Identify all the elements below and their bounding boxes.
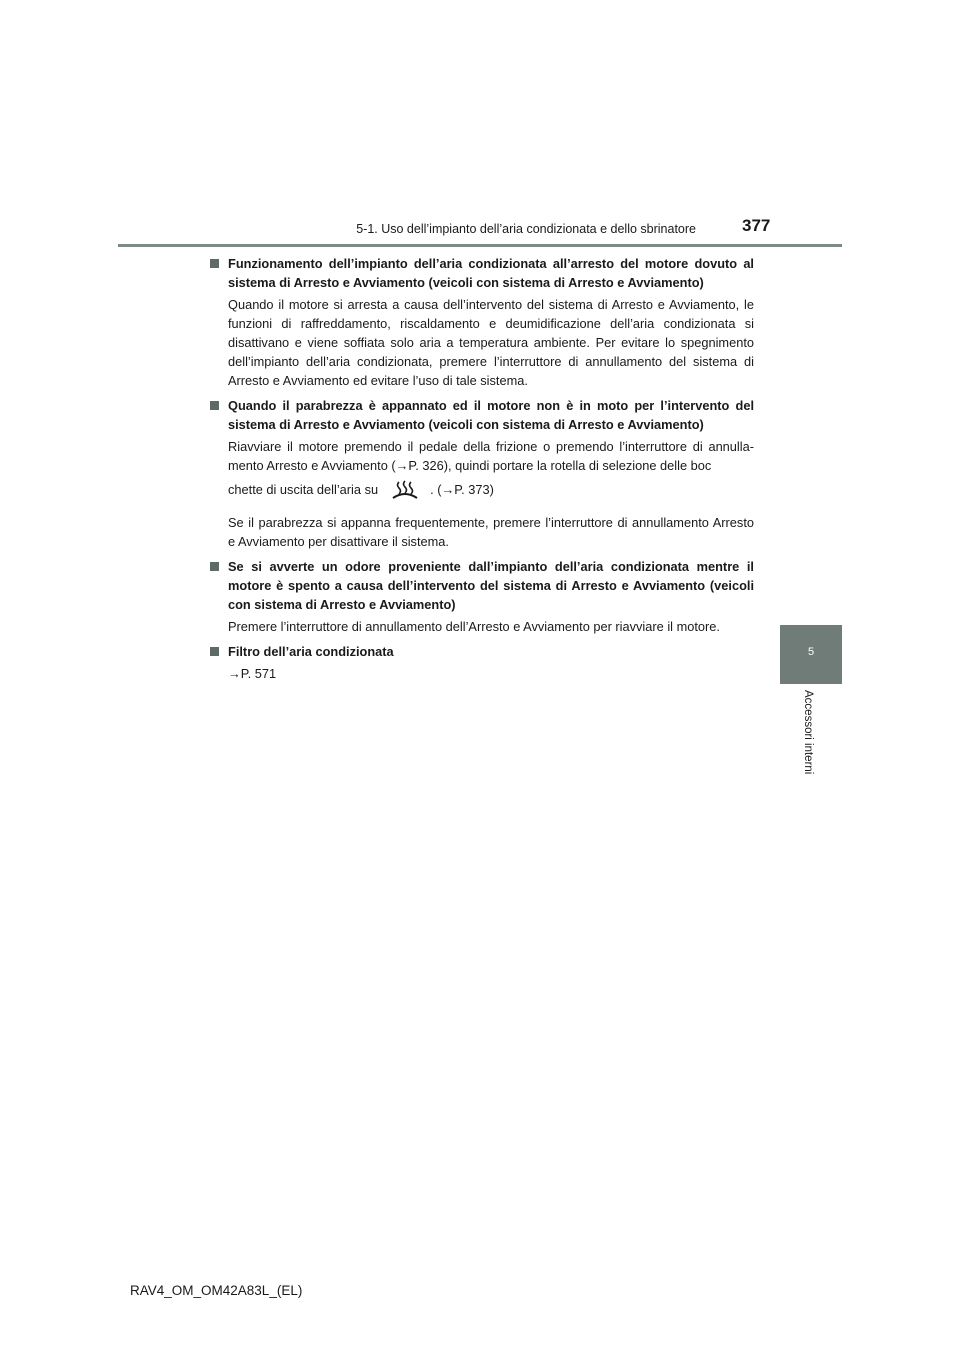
chapter-label-text: Accessori interni: [802, 690, 814, 775]
section-heading: [210, 642, 754, 661]
page-header: [0, 0, 960, 250]
page-number: 377: [742, 216, 771, 235]
defroster-instruction-line: [210, 475, 754, 505]
header-rule: [118, 244, 842, 247]
section-heading-text: Se si avverte un odore proveniente dall’impianto dell’aria condizionata mentre il motore è spento a causa dell’intervento del sistema di Arresto e Avviamento (veicoli con sistema di Arresto e Avviamento): [228, 559, 754, 612]
icon-line-before: chette di uscita dell’aria su: [228, 482, 379, 497]
section-ac-filter: [210, 642, 754, 683]
section-windshield-fogged: [210, 396, 754, 551]
section-paragraph: Se il parabrezza si appanna frequentemente, premere l’interruttore di annullamento Arresto e Avviamento per disattivare il sistema.: [228, 515, 754, 549]
square-bullet-icon: [210, 562, 219, 571]
windshield-defroster-icon: [390, 478, 420, 502]
section-heading: [210, 396, 754, 434]
page-content: [210, 254, 754, 689]
section-heading: [210, 557, 754, 614]
icon-line-after: . (→P. 373): [430, 482, 494, 497]
page-reference-link[interactable]: →P. 571: [228, 666, 277, 681]
section-paragraph: Quando il motore si arresta a causa dell’intervento del sistema di Arresto e Avviamento, le funzioni di raffreddamento, riscaldamento e deumidificazione dell’aria condizionata si disattivano e viene soffiata solo aria a temperatura ambiente. Per evitare lo spegnimento dell’impianto dell’aria condizionata, premere l’interruttore di annullamento del sistema di Arresto e Avviamento ed evitare l’uso di tale sistema.: [228, 297, 754, 388]
section-odor: [210, 557, 754, 636]
section-heading: [210, 254, 754, 292]
chapter-label: [802, 690, 820, 800]
section-paragraph: Riavviare il motore premendo il pedale della frizione o premendo l’interruttore di annullamento Arresto e Avviamento (→P. 326), quindi portare la rotella di selezione delle boc: [228, 439, 754, 473]
section-paragraph: Premere l’interruttore di annullamento dell’Arresto e Avviamento per riavviare il motore.: [228, 619, 720, 634]
chapter-number: 5: [807, 646, 815, 658]
square-bullet-icon: [210, 647, 219, 656]
section-ac-stop-start: [210, 254, 754, 390]
chapter-tab[interactable]: [780, 625, 842, 684]
square-bullet-icon: [210, 259, 219, 268]
square-bullet-icon: [210, 401, 219, 410]
section-heading-text: Filtro dell’aria condizionata: [228, 644, 394, 659]
document-code: RAV4_OM_OM42A83L_(EL): [130, 1283, 303, 1298]
section-heading-text: Funzionamento dell’impianto dell’aria condizionata all’arresto del motore dovuto al sistema di Arresto e Avviamento (veicoli con sistema di Arresto e Avviamento): [228, 256, 754, 290]
section-title: 5-1. Uso dell’impianto dell’aria condizionata e dello sbrinatore: [356, 222, 696, 236]
section-heading-text: Quando il parabrezza è appannato ed il motore non è in moto per l’intervento del sistema di Arresto e Avviamento (veicoli con sistema di Arresto e Avviamento): [228, 398, 754, 432]
